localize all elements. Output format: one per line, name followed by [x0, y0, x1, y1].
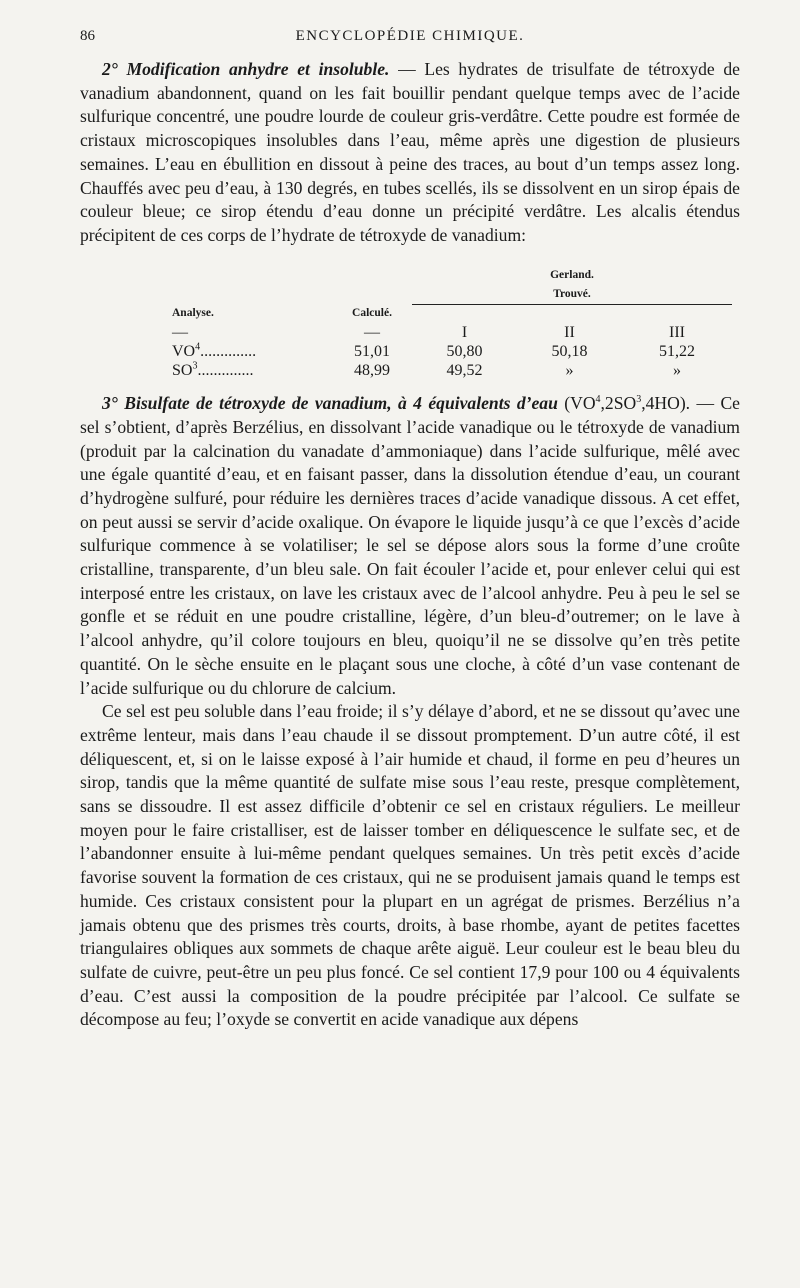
header-calcule: Calculé.	[352, 307, 392, 320]
formula-part-a: (VO	[557, 393, 596, 414]
table-row	[172, 342, 732, 361]
paragraph-bisulfate	[80, 392, 740, 700]
running-title: ENCYCLOPÉDIE CHIMIQUE.	[295, 28, 525, 44]
analysis-table	[172, 266, 732, 381]
dash-calcule: —	[364, 324, 380, 342]
formula-part-c: ,4HO).	[641, 393, 691, 414]
row-calcule: 48,99	[354, 362, 390, 380]
row-trial-1: 49,52	[446, 362, 483, 380]
section-heading-2: 2° Modification anhydre et insoluble.	[102, 59, 390, 79]
page-number: 86	[80, 28, 95, 44]
row-trial-2: 50,18	[551, 343, 588, 361]
formula-sup-b: 3	[636, 394, 642, 406]
header-analyse: Analyse.	[172, 307, 214, 320]
header-trouve: Trouvé.	[553, 287, 591, 300]
row-label-sup: 3	[192, 360, 198, 372]
row-label: SO	[172, 362, 193, 380]
section-text-2: — Les hydrates de trisulfate de tétroxyde de vanadium abandonnent, quand on les fait bouillir pendant quelque temps avec de l’acide sulfurique concentré, une poudre lourde de couleur gris-verdâtre. Cette poudre est formée de cristaux microscopiques insolubles dans l’eau, même après une digestion de plusieurs semaines. L’eau en ébullition en dissout à peine des traces, au bout d’un temps assez long. Chauffés avec peu d’eau, à 130 degrés, en tubes scellés, ils se dissolvent en un sirop épais de couleur bleue; ce sirop étendu d’eau donne un précipité verdâtre. Les alcalis étendus précipitent de ces corps de l’hydrate de tétroxyde de vanadium:	[80, 59, 740, 245]
header-gerland: Gerland.	[550, 268, 594, 281]
row-dots: ..............	[197, 362, 254, 380]
row-trial-3: 51,22	[659, 343, 695, 361]
trial-label-2: II	[564, 324, 575, 342]
page-header	[80, 28, 740, 50]
paragraph-solubility: Ce sel est peu soluble dans l’eau froide; il s’y délaye d’abord, et ne se dissout qu’avec une extrême lenteur, mais dans l’eau chaude il se dissout promptement. D’un autre côté, il est déliquescent, et, si on le laisse exposé à l’air humide et chaud, il forme en peu d’heures un sirop, tandis que la même quantité de sulfate mise sous l’eau reste, presque complètement, sans se dissoudre. Il est assez difficile d’obtenir ce sel en cristaux réguliers. Le meilleur moyen pour le faire cristalliser, est de laisser tomber en déliquescence le sulfate sec, et de l’abandonner ensuite à lui-même pendant quelques semaines. Un très petit excès d’acide favorise souvent la formation de ces cristaux, qui ne se produisent jamais quand le temps est humide. Ces cristaux consistent pour la plupart en un agrégat de prismes. Berzélius n’a jamais obtenu que des prismes très courts, droits, à base rhombe, ayant de petites facettes triangulaires obliques aux sommets de chaque arête aiguë. Leur couleur est le beau bleu du sulfate de cuivre, peut-être un peu plus foncé. Ce sel contient 17,9 pour 100 ou 4 équivalents d’eau. C’est aussi la composition de la poudre précipitée par l’alcool. Ce sulfate se décompose au feu; l’oxyde se convertit en acide vanadique aux dépens	[80, 701, 740, 1030]
row-dots: ..............	[200, 343, 257, 361]
paragraph-modification-anhydre	[80, 58, 740, 248]
dash-analyse: —	[172, 324, 188, 342]
trial-label-3: III	[669, 324, 685, 342]
formula-sup-a: 4	[595, 394, 601, 406]
page-body	[80, 58, 740, 1032]
row-label: VO	[172, 343, 196, 361]
row-trial-3: »	[673, 362, 681, 380]
trial-label-1: I	[461, 324, 468, 342]
brace-rule	[412, 304, 732, 323]
row-trial-2: »	[565, 362, 574, 380]
section-heading-3: 3° Bisulfate de tétroxyde de vanadium, à 4 équivalents d’eau	[102, 393, 558, 414]
row-calcule: 51,01	[354, 343, 390, 361]
formula-part-b: ,2SO	[600, 393, 637, 414]
table-row	[172, 361, 732, 380]
row-trial-1: 50,80	[446, 343, 483, 361]
section-text-3: — Ce sel s’obtient, d’après Berzélius, en dissolvant l’acide vanadique ou le tétroxyde de vanadium (produit par la calcination du vanadate d’ammoniaque) dans l’acide sulfurique, mêlé avec une égale quantité d’eau, et en faisant passer, dans la dissolution étendue d’eau, un courant d’hydrogène sulfuré, pour réduire les dernières traces d’acide vanadique dissous. A cet effet, on peut aussi se servir d’acide oxalique. On évapore le liquide jusqu’à ce que l’excès d’acide sulfurique commence à se volatiliser; le sel se dépose alors sous la forme d’une croûte cristalline, transparente, d’un bleu sale. On fait écouler l’acide et, pour enlever celui qui est interposé entre les cristaux, on lave les cristaux avec de l’alcool anhydre. Peu à peu le sel se gonfle et se réduit en une poudre cristalline, légère, d’un bleu-d’outremer; on le lave à l’alcool anhydre, qu’il colore toujours en bleu, quoiqu’il ne se dissolve qu’en très petite quantité. On le sèche ensuite en le plaçant sous une cloche, à côté d’un vase contenant de l’acide sulfurique ou du chlorure de calcium.	[80, 393, 740, 698]
row-label-sup: 4	[195, 341, 201, 353]
